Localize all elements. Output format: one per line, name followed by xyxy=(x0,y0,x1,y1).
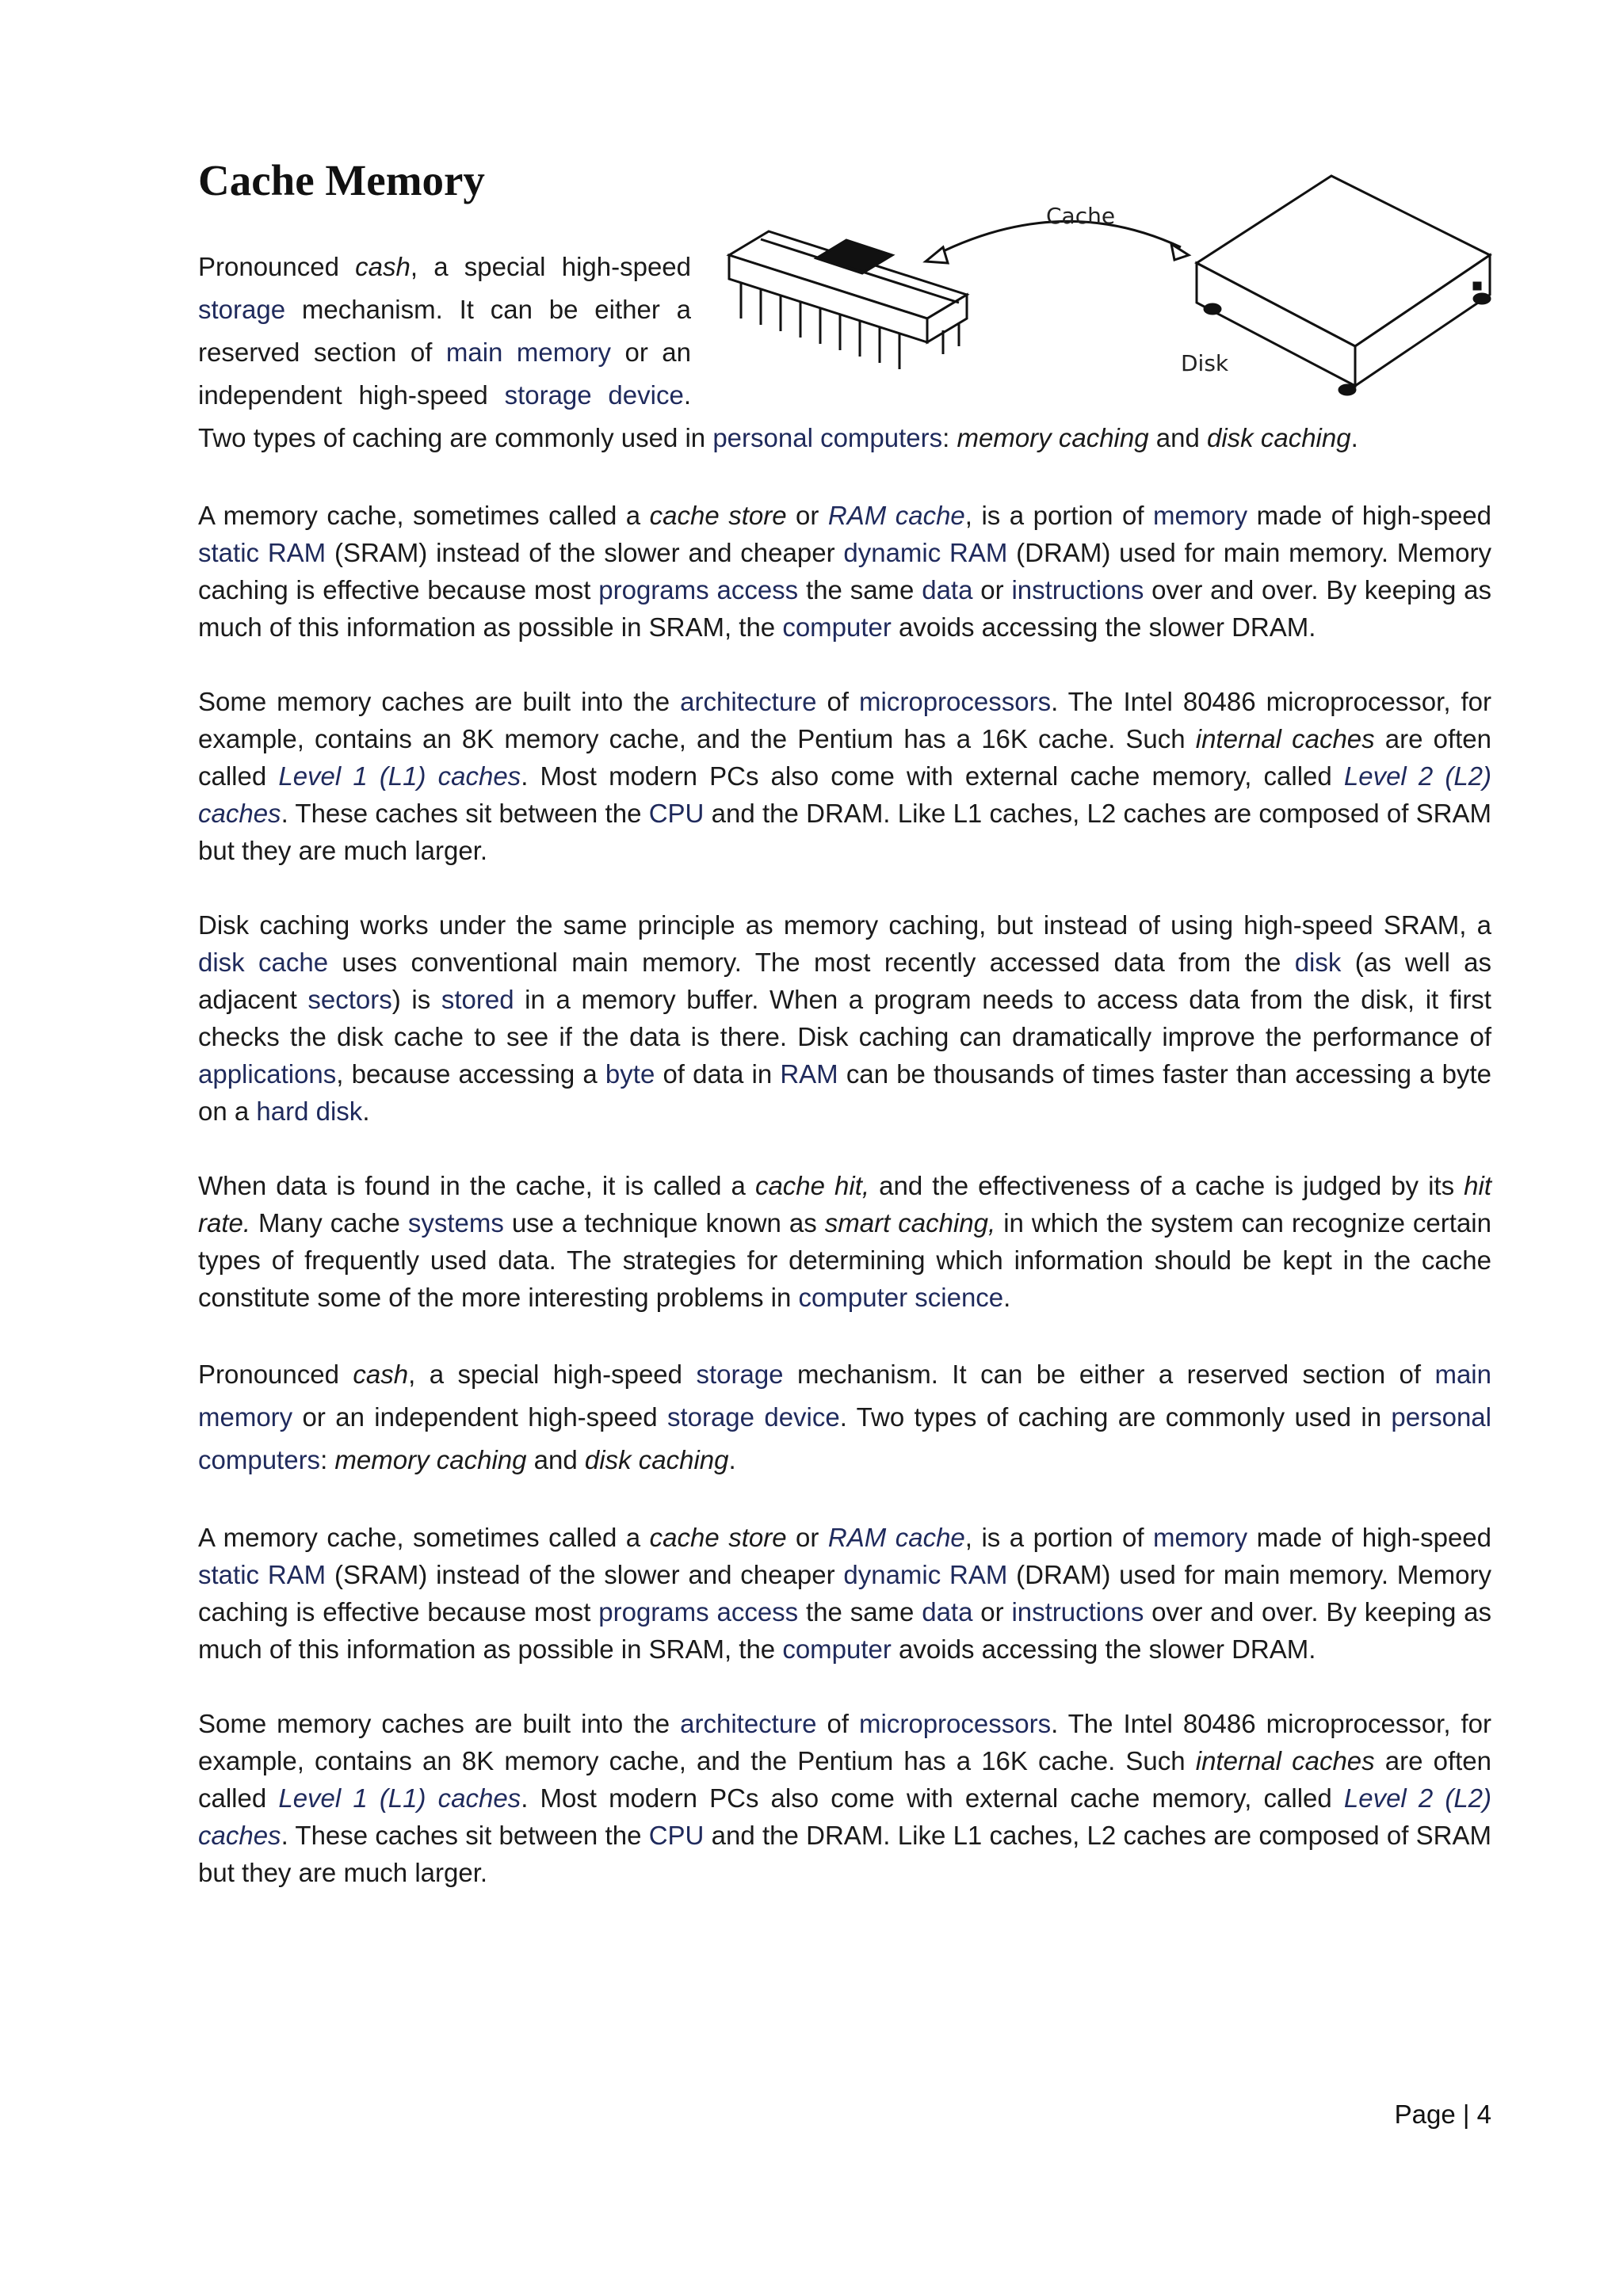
text-run: internal caches xyxy=(1195,724,1375,753)
text-run: . The Intel 80486 microprocessor, for example, contains an 8K memory cache, and the Pentium has a 16K cache. Such xyxy=(198,687,1491,753)
text-run: . xyxy=(1350,423,1358,452)
term-link[interactable]: programs xyxy=(598,575,709,605)
text-run: or an independent high-speed xyxy=(198,338,691,410)
text-run: the same xyxy=(798,575,922,605)
text-run: avoids accessing the slower DRAM. xyxy=(891,612,1316,642)
text-run: , is a portion of xyxy=(964,501,1153,530)
text-run: of data in xyxy=(655,1059,781,1089)
text-run: (SRAM) instead of the slower and cheaper xyxy=(326,1560,844,1589)
text-run: ) is xyxy=(391,985,441,1014)
text-run: , a special high-speed xyxy=(410,252,692,281)
term-link[interactable]: access xyxy=(716,575,799,605)
text-run: (as well as adjacent xyxy=(198,948,1491,1014)
term-link[interactable]: disk xyxy=(1294,948,1342,977)
text-run: . Most modern PCs also come with external cache memory, called xyxy=(521,1783,1344,1813)
paragraph-disk-caching xyxy=(198,906,1491,1130)
text-run: . These caches sit between the xyxy=(281,799,649,828)
text-run: are often called xyxy=(198,1746,1491,1813)
text-run: . Two types of caching are commonly used in xyxy=(839,1402,1392,1432)
text-run: Pronounced xyxy=(198,252,356,281)
cache-disk-figure xyxy=(705,160,1498,398)
text-run: . The Intel 80486 microprocessor, for example, contains an 8K memory cache, and the Pentium has a 16K cache. Such xyxy=(198,1709,1491,1775)
text-run: can be thousands of times faster than accessing a byte on a xyxy=(198,1059,1491,1126)
text-run: and xyxy=(526,1445,585,1474)
term-link[interactable]: architecture xyxy=(680,1709,817,1738)
text-run: in which the system can recognize certain types of frequently used data. The strategies for determining which information should be kept in the cache constitute some of the more interesting problems in xyxy=(198,1208,1491,1312)
term-link[interactable]: microprocessors xyxy=(859,1709,1052,1738)
cache-disk-illustration xyxy=(705,160,1498,398)
term-link[interactable]: Level 1 (L1) caches xyxy=(278,1783,521,1813)
term-link[interactable]: main memory xyxy=(198,1360,1491,1432)
term-link[interactable]: CPU xyxy=(648,799,705,828)
term-link[interactable]: microprocessors xyxy=(859,687,1052,716)
text-run: . xyxy=(1003,1283,1011,1312)
text-run: A memory cache, sometimes called a xyxy=(198,1523,650,1552)
term-link[interactable]: storage device xyxy=(504,380,684,410)
term-link[interactable]: applications xyxy=(198,1059,337,1089)
text-run: and the DRAM. Like L1 caches, L2 caches are composed of SRAM but they are much larger. xyxy=(198,799,1491,865)
term-link[interactable]: dynamic RAM xyxy=(843,538,1008,567)
text-run: , is a portion of xyxy=(964,1523,1153,1552)
term-link[interactable]: dynamic RAM xyxy=(843,1560,1008,1589)
text-run: or xyxy=(786,1523,828,1552)
term-link[interactable]: access xyxy=(716,1597,799,1627)
text-run: of xyxy=(816,1709,860,1738)
text-run: avoids accessing the slower DRAM. xyxy=(891,1634,1316,1664)
text-run: disk caching xyxy=(1207,423,1351,452)
text-run: cache store xyxy=(649,501,787,530)
term-link[interactable]: storage device xyxy=(666,1402,840,1432)
text-run: cache store xyxy=(649,1523,787,1552)
term-link[interactable]: instructions xyxy=(1011,575,1144,605)
text-run: . xyxy=(362,1097,370,1126)
text-run: (SRAM) instead of the slower and cheaper xyxy=(326,538,844,567)
paragraph-memory-cache-repeat xyxy=(198,1519,1491,1668)
text-run: or xyxy=(972,575,1012,605)
text-run: over and over. By keeping as much of this information as possible in SRAM, the xyxy=(198,575,1492,642)
term-link[interactable]: architecture xyxy=(680,687,817,716)
text-run: . These caches sit between the xyxy=(281,1821,649,1850)
text-run: or xyxy=(972,1597,1012,1627)
paragraph-cache-levels-repeat xyxy=(198,1705,1491,1891)
text-run: uses conventional main memory. The most recently accessed data from the xyxy=(328,948,1295,977)
term-link[interactable]: instructions xyxy=(1011,1597,1144,1627)
term-link[interactable]: Level 2 (L2) caches xyxy=(198,1783,1492,1850)
text-run: memory caching xyxy=(957,423,1149,452)
disk-drive-icon xyxy=(1197,176,1490,395)
term-link[interactable]: hard disk xyxy=(256,1097,363,1126)
text-run: A memory cache, sometimes called a xyxy=(198,501,650,530)
paragraph-memory-cache xyxy=(198,497,1491,646)
text-run: memory caching xyxy=(334,1445,527,1474)
memory-chip-icon xyxy=(729,231,967,369)
term-link[interactable]: static RAM xyxy=(198,538,327,567)
page-title: Cache Memory xyxy=(198,156,485,204)
article-body xyxy=(198,203,1492,1928)
term-link[interactable]: RAM cache xyxy=(827,501,965,530)
text-run: and xyxy=(1148,423,1207,452)
text-run: mechanism. It can be either a reserved section of xyxy=(198,295,691,367)
term-link[interactable]: CPU xyxy=(648,1821,705,1850)
paragraph-intro-repeat xyxy=(198,1353,1491,1482)
term-link[interactable]: RAM cache xyxy=(827,1523,965,1552)
term-link[interactable]: computer xyxy=(782,1634,892,1664)
text-run: When data is found in the cache, it is called a xyxy=(198,1171,755,1200)
term-link[interactable]: disk cache xyxy=(198,948,329,977)
text-run: cash xyxy=(353,1360,409,1389)
text-run: are often called xyxy=(198,724,1491,791)
term-link[interactable]: memory xyxy=(1153,501,1248,530)
term-link[interactable]: data xyxy=(922,575,973,605)
term-link[interactable]: main memory xyxy=(445,338,612,367)
text-run: (DRAM) used for main memory. Memory caching is effective because most xyxy=(198,1560,1491,1627)
paragraph-cache-hit xyxy=(198,1167,1491,1316)
disk-figure-label: Disk xyxy=(1181,350,1229,376)
text-run xyxy=(709,575,717,605)
term-link[interactable]: sectors xyxy=(307,985,392,1014)
text-run: disk caching xyxy=(584,1445,729,1474)
text-run: made of high-speed xyxy=(1247,501,1492,530)
text-run: internal caches xyxy=(1195,1746,1375,1775)
text-run: . Most modern PCs also come with external cache memory, called xyxy=(521,761,1344,791)
text-run: . xyxy=(728,1445,736,1474)
term-link[interactable]: personal computers xyxy=(198,1402,1491,1474)
text-run: Disk caching works under the same principle as memory caching, but instead of using high-speed SRAM, a xyxy=(198,910,1491,940)
term-link[interactable]: storage xyxy=(696,1360,784,1389)
term-link[interactable]: memory xyxy=(1153,1523,1248,1552)
term-link[interactable]: computer science xyxy=(798,1283,1004,1312)
text-run: in a memory buffer. When a program needs to access data from the disk, it first checks the disk cache to see if the data is there. Disk caching can dramatically improve the performance of xyxy=(198,985,1491,1051)
text-run: Many cache xyxy=(250,1208,408,1238)
term-link[interactable]: systems xyxy=(407,1208,504,1238)
term-link[interactable]: storage xyxy=(198,295,286,324)
text-run: smart caching, xyxy=(824,1208,996,1238)
text-run: Some memory caches are built into the xyxy=(198,1709,681,1738)
text-run: hit rate. xyxy=(198,1171,1491,1238)
text-run: and the effectiveness of a cache is judged by its xyxy=(869,1171,1465,1200)
term-link[interactable]: programs xyxy=(598,1597,709,1627)
text-run: or an independent high-speed xyxy=(292,1402,667,1432)
paragraph-cache-levels xyxy=(198,683,1491,869)
text-run: , because accessing a xyxy=(336,1059,605,1089)
paragraph-intro xyxy=(198,203,1491,460)
text-run: the same xyxy=(798,1597,922,1627)
term-link[interactable]: RAM xyxy=(780,1059,838,1089)
text-run: or xyxy=(786,501,828,530)
text-run: Pronounced xyxy=(198,1360,353,1389)
page-number: Page | 4 xyxy=(1394,2100,1491,2129)
text-run: (DRAM) used for main memory. Memory caching is effective because most xyxy=(198,538,1491,605)
term-link[interactable]: data xyxy=(922,1597,973,1627)
text-run xyxy=(709,1597,717,1627)
text-run: made of high-speed xyxy=(1247,1523,1492,1552)
text-run: Some memory caches are built into the xyxy=(198,687,681,716)
text-run: and the DRAM. Like L1 caches, L2 caches are composed of SRAM but they are much larger. xyxy=(198,1821,1491,1887)
text-run: use a technique known as xyxy=(503,1208,825,1238)
text-run: of xyxy=(816,687,860,716)
term-link[interactable]: byte xyxy=(605,1059,655,1089)
term-link[interactable]: static RAM xyxy=(198,1560,327,1589)
text-run: : xyxy=(942,423,957,452)
text-run: mechanism. It can be either a reserved section of xyxy=(783,1360,1435,1389)
text-run: over and over. By keeping as much of this information as possible in SRAM, the xyxy=(198,1597,1492,1664)
term-link[interactable]: computer xyxy=(782,612,892,642)
text-run: . Two types of caching are commonly used in xyxy=(198,380,713,452)
text-run: : xyxy=(320,1445,335,1474)
text-run: , a special high-speed xyxy=(408,1360,697,1389)
cache-figure-label: Cache xyxy=(1046,203,1116,229)
term-link[interactable]: stored xyxy=(441,985,514,1014)
text-run: cache hit, xyxy=(754,1171,870,1200)
term-link[interactable]: personal computers xyxy=(712,423,943,452)
term-link[interactable]: Level 2 (L2) caches xyxy=(198,761,1492,828)
text-run: cash xyxy=(355,252,411,281)
term-link[interactable]: Level 1 (L1) caches xyxy=(278,761,521,791)
